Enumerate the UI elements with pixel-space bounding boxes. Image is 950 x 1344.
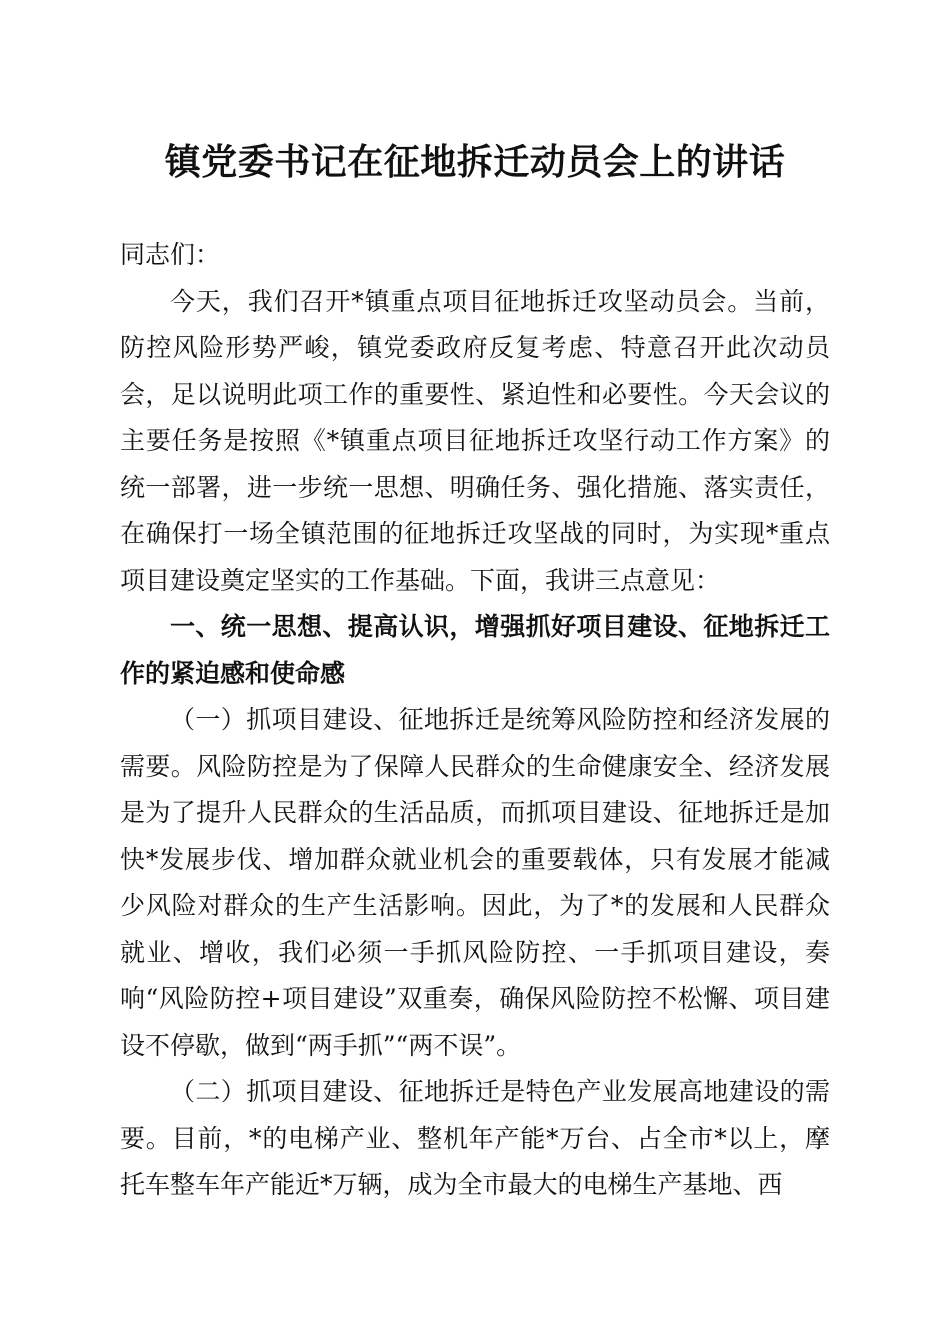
salutation: 同志们： [120, 240, 221, 269]
document-title: 镇党委书记在征地拆迁动员会上的讲话 [164, 141, 786, 183]
section-1-heading: 一、统一思想、提高认识，增强抓好项目建设、征地拆迁工作的紧迫感和使命感 [120, 612, 830, 688]
document-body [120, 232, 830, 1209]
section-1-item-2: （二）抓项目建设、征地拆迁是特色产业发展高地建设的需要。目前，*的电梯产业、整机年产能*万台、占全市*以上，摩托车整车年产能近*万辆，成为全市最大的电梯生产基地、西 [120, 1077, 830, 1199]
intro-paragraph: 今天，我们召开*镇重点项目征地拆迁攻坚动员会。当前，防控风险形势严峻，镇党委政府反复考虑、特意召开此次动员会，足以说明此项工作的重要性、紧迫性和必要性。今天会议的主要任务是按照《*镇重点项目征地拆迁攻坚行动工作方案》的统一部署，进一步统一思想、明确任务、强化措施、落实责任，在确保打一场全镇范围的征地拆迁攻坚战的同时，为实现*重点项目建设奠定坚实的工作基础。下面，我讲三点意见： [120, 286, 830, 595]
section-1-item-1: （一）抓项目建设、征地拆迁是统筹风险防控和经济发展的需要。风险防控是为了保障人民群众的生命健康安全、经济发展是为了提升人民群众的生活品质，而抓项目建设、征地拆迁是加快*发展步伐、增加群众就业机会的重要载体，只有发展才能减少风险对群众的生产生活影响。因此，为了*的发展和人民群众就业、增收，我们必须一手抓风险防控、一手抓项目建设，奏响“风险防控+项目建设”双重奏，确保风险防控不松懈、项目建设不停歇，做到“两手抓”“两不误”。 [120, 705, 830, 1060]
